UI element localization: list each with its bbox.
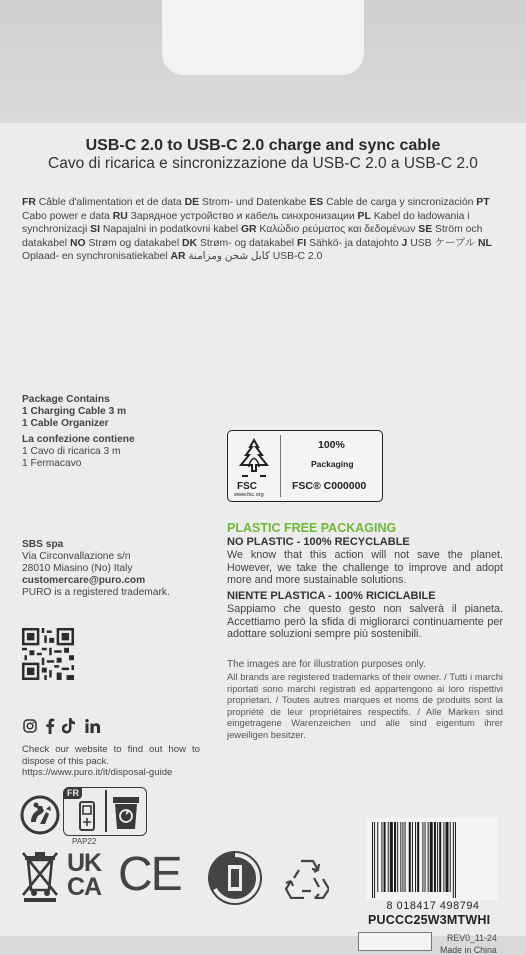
recycle-icon [285, 857, 329, 899]
lang-ru: RU Зарядное устройство и кабель синхронизации [112, 210, 355, 222]
fsc-divider [280, 435, 281, 497]
no-plastic-it: NIENTE PLASTICA - 100% RICICLABILE [227, 590, 436, 602]
lang-es: ES Cable de carga y sincronización [309, 197, 474, 208]
language-list [22, 196, 502, 264]
fsc-url: www.fsc.org [234, 492, 264, 498]
barcode [366, 818, 498, 900]
instagram-icon[interactable] [23, 719, 37, 733]
package-item-en-1: 1 Charging Cable 3 m [22, 406, 127, 417]
lang-fr: FR Câble d'alimentation et de data [22, 197, 182, 208]
plastic-body-it: Sappiamo che questo gesto non salverà il pianeta. Accettiamo però la sfida di migliorarci continuamente per adottare soluzioni sempre più sostenibili. [227, 603, 503, 640]
linkedin-icon[interactable] [85, 719, 101, 733]
lang-nl: NL Oplaad- en synchronisatiekabel [22, 237, 492, 262]
trademark-note: PURO is a registered trademark. [22, 587, 170, 598]
fsc-percent: 100% [318, 439, 345, 451]
ce-icon: CE [118, 848, 181, 901]
hang-hole [162, 0, 364, 75]
lang-se: SE Ström och datakabel [22, 224, 483, 249]
lang-no: NO Strøm og datakabel [69, 237, 180, 249]
disposal-text: Check our website to find out how to dispose of this pack. [22, 744, 200, 767]
ukca-top: UK [67, 849, 102, 877]
package-heading-it: La confezione contiene [22, 434, 135, 445]
green-dot-icon [206, 849, 264, 907]
lang-pt: PT Cabo power e data [22, 197, 490, 222]
lang-fi: FI Sähkö- ja datajohto [296, 237, 399, 249]
lang-si: SI Napajalni in podatkovni kabel [90, 224, 239, 235]
sku-code: PUCCC25W3MTWHI [368, 913, 491, 927]
lang-de: DE Strom- und Datenkabe [184, 197, 307, 208]
company-email: customercare@puro.com [22, 575, 146, 586]
fsc-tree-icon [234, 436, 274, 482]
divider [105, 790, 107, 832]
triman-icon [20, 795, 60, 835]
ukca-icon [67, 849, 115, 901]
hang-tab [0, 0, 526, 123]
ukca-bottom: CA [67, 873, 102, 901]
title-italian: Cavo di ricarica e sincronizzazione da USB-C 2.0 a USB-C 2.0 [48, 155, 478, 172]
facebook-icon[interactable] [45, 718, 55, 734]
fsc-label [227, 430, 383, 502]
disposal-url[interactable]: https://www.puro.it/it/disposal-guide [22, 767, 173, 778]
company-name: SBS spa [22, 539, 64, 550]
company-city: 28010 Miasino (No) Italy [22, 563, 133, 574]
plastic-free-heading: PLASTIC FREE PACKAGING [227, 521, 397, 535]
company-street: Via Circonvallazione s/n [22, 551, 131, 562]
lang-dk: DK Strøm- og datakabel [182, 237, 295, 249]
fsc-packaging: Packaging [311, 459, 354, 469]
pap-code: PAP22 [72, 837, 97, 846]
package-item-en-2: 1 Cable Organizer [22, 418, 109, 429]
disclaimer-trademarks: All brands are registered trademarks of their owner. / Tutti i marchi riportati sono marchi registrati ed appartengono ai loro rispettivi proprietari. / Toutes autres marques et noms de produits sont la propriété de leur propriétaires respectifs. / Alle Marken sind eingetragene Warenzeichen und alle sind eigentum ihrer jeweiligen besitzer. [227, 671, 503, 740]
lang-pl: PL Kabel do ładowania i synchronizacji [22, 210, 470, 235]
package-heading-en: Package Contains [22, 394, 110, 405]
package-box-icon [74, 800, 100, 832]
fsc-logo-text: FSC [237, 481, 257, 492]
tiktok-icon[interactable] [62, 718, 76, 734]
revision: REV0_11-24 [447, 933, 497, 943]
disclaimer-images: The images are for illustration purposes only. [227, 659, 426, 670]
package-item-it-2: 1 Fermacavo [22, 458, 82, 469]
fsc-code: FSC® C000000 [292, 480, 367, 492]
barcode-number: 8 018417 498794 [386, 900, 480, 912]
weee-icon [20, 850, 60, 902]
title-english: USB-C 2.0 to USB-C 2.0 charge and sync cable [85, 137, 441, 154]
package-back [0, 123, 526, 955]
bin-icon [112, 796, 140, 830]
lang-gr: GR Καλώδιο ρεύματος και δεδομένων [240, 224, 416, 235]
fr-label: FR [64, 787, 82, 799]
recycling-info-box [63, 787, 147, 836]
lang-j: J USB ケーブル [401, 237, 476, 249]
batch-box [358, 932, 432, 951]
plastic-body-en: We know that this action will not save the planet. However, we take the challenge to improve and adopt more and more sustainable solutions. [227, 549, 503, 586]
no-plastic-en: NO PLASTIC - 100% RECYCLABLE [227, 536, 410, 548]
package-item-it-1: 1 Cavo di ricarica 3 m [22, 446, 121, 457]
qr-code [22, 628, 74, 680]
lang-ar: AR كابل شحن ومزامنة USB-C 2.0 [170, 251, 323, 262]
origin: Made in China [440, 945, 497, 955]
